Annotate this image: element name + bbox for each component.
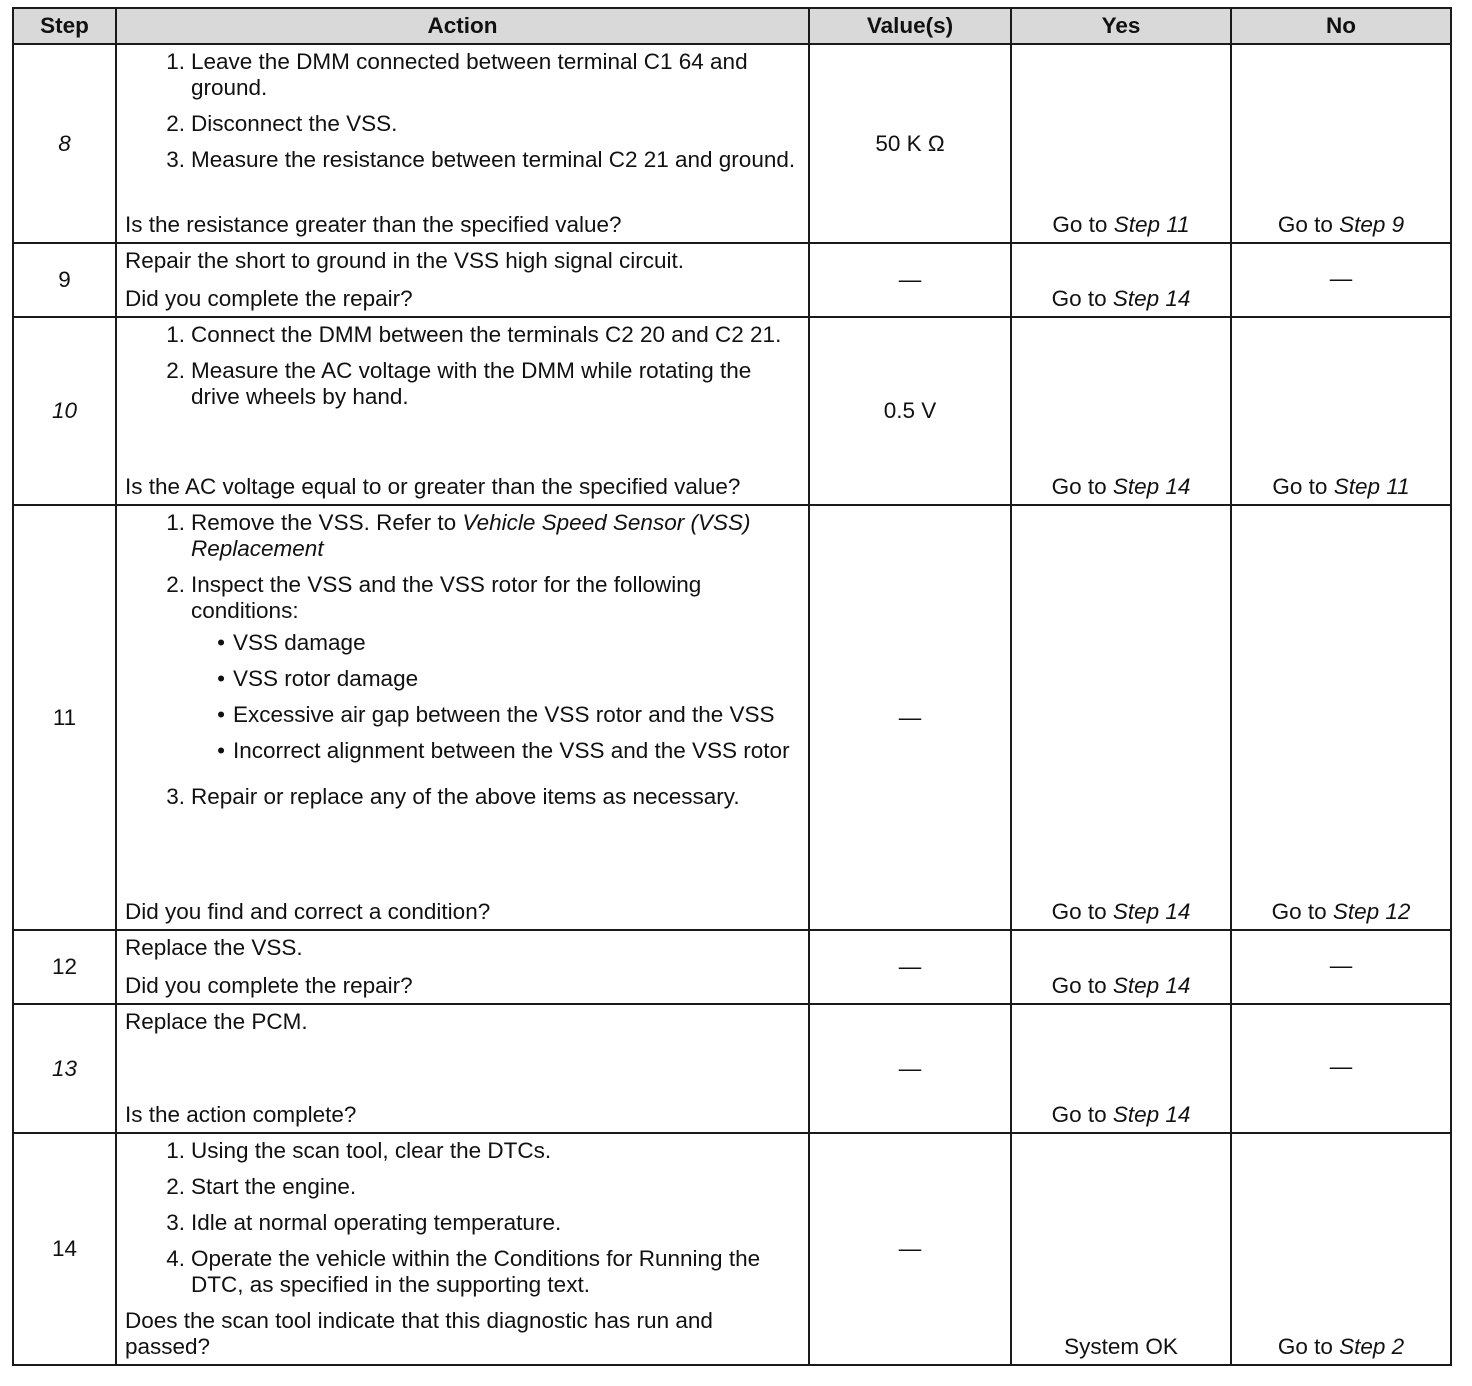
no-cell: Go to Step 9	[1231, 44, 1451, 243]
question: Did you complete the repair?	[125, 286, 413, 311]
value-cell: —	[809, 930, 1011, 1004]
step-link[interactable]: Step 9	[1339, 212, 1405, 237]
step-link[interactable]: Step 2	[1339, 1334, 1405, 1359]
table-row	[13, 505, 1451, 930]
step-number: 13	[13, 1004, 116, 1133]
table-row	[13, 44, 1451, 243]
list-item: 1. Connect the DMM between the terminals C2 20 and C2 21.	[166, 322, 782, 347]
step-link[interactable]: Step 12	[1332, 899, 1411, 924]
list-item: 3. Measure the resistance between terminal C2 21 and ground.	[166, 147, 796, 172]
step-number: 14	[13, 1133, 116, 1365]
list-item: 1. Remove the VSS. Refer to Vehicle Speed Sensor (VSS) Replacement	[166, 510, 751, 561]
list-item: 2. Disconnect the VSS.	[166, 111, 398, 136]
step-link[interactable]: Step 14	[1112, 286, 1191, 311]
list-item: • Incorrect alignment between the VSS and the VSS rotor	[217, 738, 790, 763]
list-item: 2. Start the engine.	[166, 1174, 357, 1199]
question: Is the AC voltage equal to or greater than the specified value?	[125, 474, 741, 499]
condition-list	[191, 630, 800, 764]
yes-cell: Go to Step 14	[1011, 243, 1231, 317]
step-link[interactable]: Step 14	[1112, 474, 1191, 499]
step-number: 11	[13, 505, 116, 930]
list-item: 2. Inspect the VSS and the VSS rotor for the following conditions: • VSS damage • VSS rotor damage • Excessive air gap between the VSS rotor and the VSS • Incorrect alignment between the VSS and the VSS rotor	[125, 572, 800, 774]
action-line: Replace the VSS.	[125, 935, 303, 960]
diagnostic-table	[12, 7, 1452, 1366]
question: Is the action complete?	[125, 1102, 357, 1127]
action-steps	[125, 322, 800, 420]
yes-cell: Go to Step 14	[1011, 1004, 1231, 1133]
yes-cell: Go to Step 14	[1011, 317, 1231, 505]
value-cell: —	[809, 505, 1011, 930]
action-cell	[116, 1133, 809, 1365]
action-cell	[116, 317, 809, 505]
step-link[interactable]: Step 11	[1333, 474, 1410, 499]
no-cell: —	[1231, 1004, 1451, 1133]
value-cell: —	[809, 1133, 1011, 1365]
header-yes: Yes	[1011, 8, 1231, 44]
value-cell: —	[809, 243, 1011, 317]
step-number: 9	[13, 243, 116, 317]
yes-cell: Go to Step 14	[1011, 930, 1231, 1004]
action-line: Repair the short to ground in the VSS high signal circuit.	[125, 248, 685, 273]
action-cell	[116, 243, 809, 317]
list-item: • Excessive air gap between the VSS rotor and the VSS	[217, 702, 775, 727]
question: Did you complete the repair?	[125, 973, 413, 998]
list-item: 1. Leave the DMM connected between terminal C1 64 and ground.	[166, 49, 748, 100]
no-cell: —	[1231, 243, 1451, 317]
step-link[interactable]: Step 14	[1112, 1102, 1191, 1127]
list-item: 2. Measure the AC voltage with the DMM while rotating the drive wheels by hand.	[166, 358, 752, 409]
value-cell: —	[809, 1004, 1011, 1133]
yes-cell: Go to Step 14	[1011, 505, 1231, 930]
action-steps	[125, 510, 800, 820]
table-row	[13, 930, 1451, 1004]
no-cell: Go to Step 12	[1231, 505, 1451, 930]
step-number: 10	[13, 317, 116, 505]
value-cell: 0.5 V	[809, 317, 1011, 505]
table-row	[13, 1004, 1451, 1133]
action-cell	[116, 930, 809, 1004]
header-no: No	[1231, 8, 1451, 44]
no-cell: Go to Step 2	[1231, 1133, 1451, 1365]
list-item: 1. Using the scan tool, clear the DTCs.	[166, 1138, 552, 1163]
step-number: 8	[13, 44, 116, 243]
action-cell	[116, 44, 809, 243]
action-cell	[116, 505, 809, 930]
no-cell: —	[1231, 930, 1451, 1004]
table-row	[13, 1133, 1451, 1365]
header-values: Value(s)	[809, 8, 1011, 44]
action-steps	[125, 1138, 800, 1308]
header-step: Step	[13, 8, 116, 44]
value-cell: 50 K Ω	[809, 44, 1011, 243]
list-item: 3. Idle at normal operating temperature.	[166, 1210, 562, 1235]
no-cell: Go to Step 11	[1231, 317, 1451, 505]
step-number: 12	[13, 930, 116, 1004]
list-item: 3. Repair or replace any of the above items as necessary.	[166, 784, 740, 809]
step-link[interactable]: Step 11	[1113, 212, 1190, 237]
action-steps	[125, 49, 800, 183]
question: Does the scan tool indicate that this diagnostic has run and passed?	[125, 1308, 713, 1359]
header-row	[13, 8, 1451, 44]
table-row	[13, 243, 1451, 317]
action-cell	[116, 1004, 809, 1133]
table-row	[13, 317, 1451, 505]
procedure-link[interactable]: Vehicle Speed Sensor (VSS) Replacement	[191, 510, 751, 561]
step-link[interactable]: Step 14	[1112, 973, 1191, 998]
step-link[interactable]: Step 14	[1112, 899, 1191, 924]
question: Is the resistance greater than the specified value?	[125, 212, 622, 237]
yes-cell: Go to Step 11	[1011, 44, 1231, 243]
list-item: • VSS rotor damage	[217, 666, 419, 691]
question: Did you find and correct a condition?	[125, 899, 491, 924]
list-item: 4. Operate the vehicle within the Conditions for Running the DTC, as specified in the supporting text.	[166, 1246, 761, 1297]
header-action: Action	[116, 8, 809, 44]
action-line: Replace the PCM.	[125, 1009, 308, 1034]
yes-cell: System OK	[1011, 1133, 1231, 1365]
list-item: • VSS damage	[217, 630, 366, 655]
